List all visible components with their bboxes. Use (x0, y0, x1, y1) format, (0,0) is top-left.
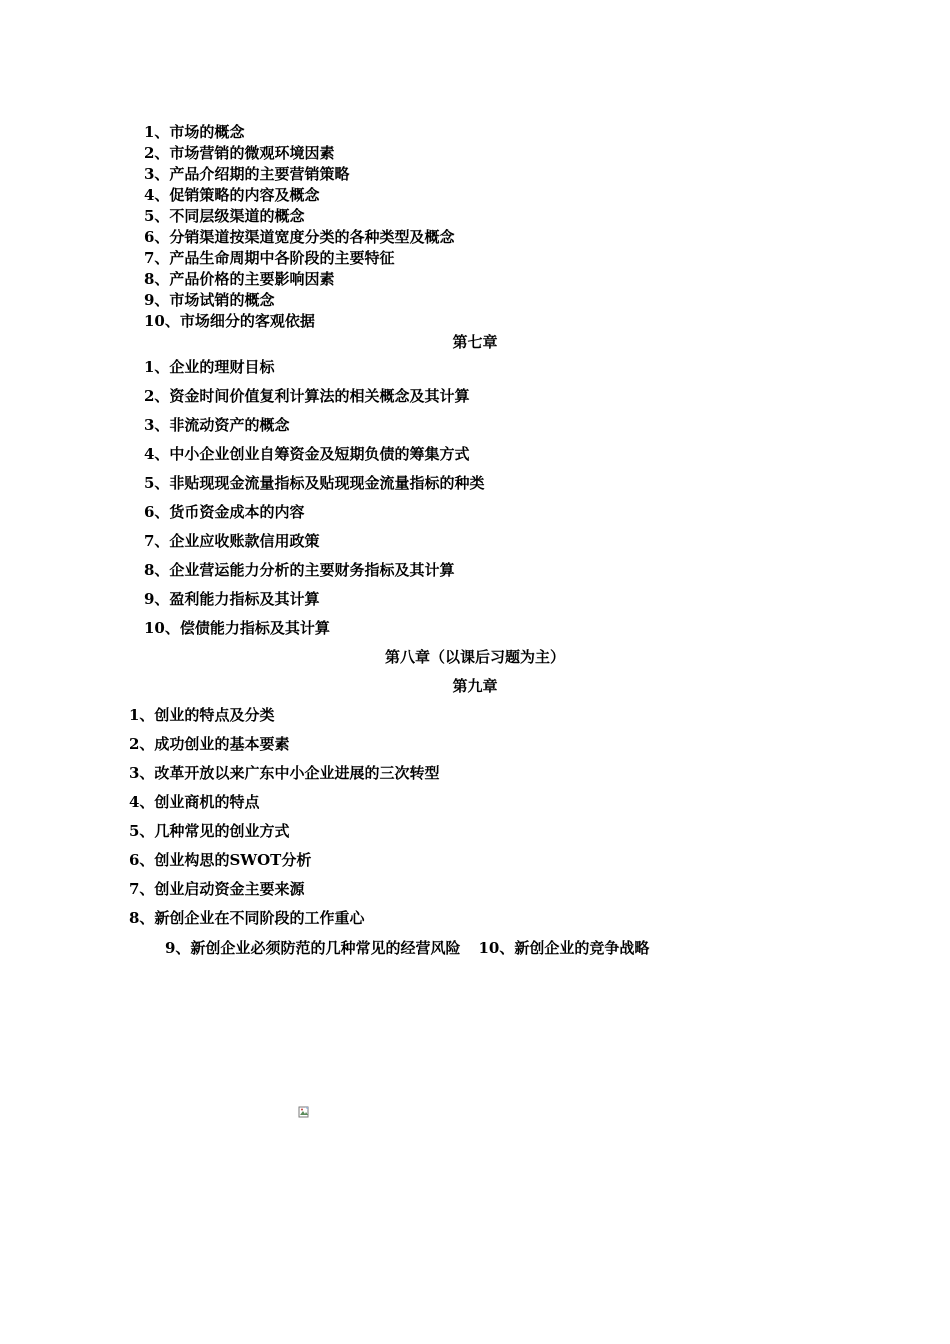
list-item: 9、市场试销的概念 (144, 291, 275, 309)
list-item: 9、盈利能力指标及其计算 (144, 590, 320, 608)
list-item: 7、创业启动资金主要来源 (129, 880, 305, 898)
list-item: 6、分销渠道按渠道宽度分类的各种类型及概念 (144, 228, 455, 246)
list-item: 2、市场营销的微观环境因素 (144, 144, 335, 162)
chapter-7-heading: 第七章 (452, 333, 498, 351)
list-item: 4、中小企业创业自筹资金及短期负债的筹集方式 (144, 445, 470, 463)
list-item: 4、创业商机的特点 (129, 793, 260, 811)
list-item: 1、创业的特点及分类 (129, 706, 275, 724)
list-item: 7、产品生命周期中各阶段的主要特征 (144, 249, 395, 267)
list-item: 3、改革开放以来广东中小企业进展的三次转型 (129, 764, 440, 782)
chapter-8-heading: 第八章（以课后习题为主） (384, 648, 565, 666)
list-item: 5、不同层级渠道的概念 (144, 207, 305, 225)
list-item: 8、企业营运能力分析的主要财务指标及其计算 (144, 561, 455, 579)
list-item: 3、产品介绍期的主要营销策略 (144, 165, 350, 183)
list-item: 8、产品价格的主要影响因素 (144, 270, 335, 288)
list-item: 1、企业的理财目标 (144, 358, 275, 376)
chapter-9-heading: 第九章 (452, 677, 498, 695)
list-item: 4、促销策略的内容及概念 (144, 186, 320, 204)
list-item: 1、市场的概念 (144, 123, 245, 141)
list-item: 2、资金时间价值复利计算法的相关概念及其计算 (144, 387, 470, 405)
list-item: 6、创业构思的SWOT分析 (129, 851, 312, 869)
list-item: 2、成功创业的基本要素 (129, 735, 290, 753)
list-item: 10、偿债能力指标及其计算 (144, 619, 330, 637)
list-item: 6、货币资金成本的内容 (144, 503, 305, 521)
list-item: 7、企业应收账款信用政策 (144, 532, 320, 550)
list-item: 3、非流动资产的概念 (144, 416, 290, 434)
list-item: 5、非贴现现金流量指标及贴现现金流量指标的种类 (144, 474, 485, 492)
list-item: 8、新创企业在不同阶段的工作重心 (129, 909, 365, 927)
broken-image-icon (298, 1106, 310, 1118)
list-item: 10、市场细分的客观依据 (144, 312, 315, 330)
list-item: 5、几种常见的创业方式 (129, 822, 290, 840)
list-item: 9、新创企业必须防范的几种常见的经营风险 (165, 939, 461, 957)
list-item: 10、新创企业的竞争战略 (478, 939, 650, 957)
chapter-9-last-line (165, 939, 649, 957)
